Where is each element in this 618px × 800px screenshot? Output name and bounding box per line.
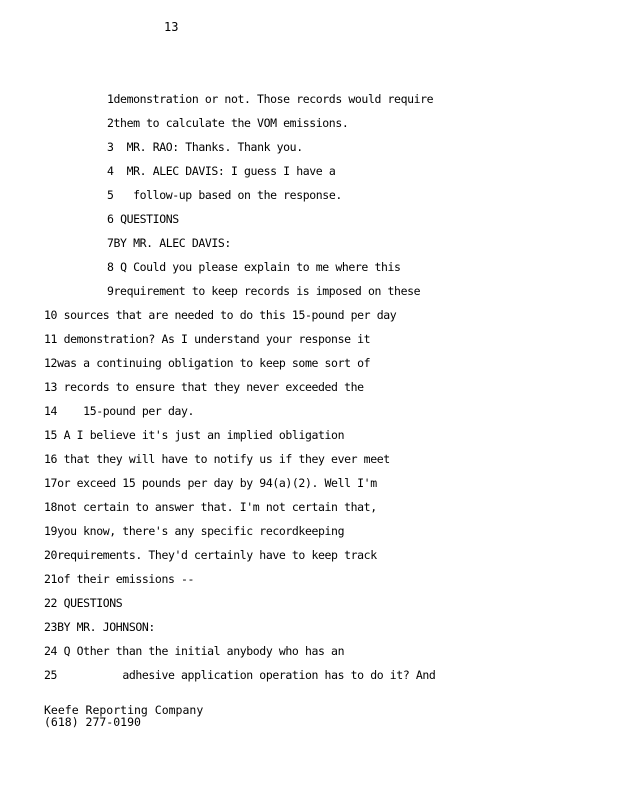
footer-company: Keefe Reporting Company [44, 703, 204, 717]
line-8: 8 Q Could you please explain to me where this [107, 260, 401, 274]
line-15: 15 A I believe it's just an implied obligation [44, 428, 345, 442]
line-7: 7BY MR. ALEC DAVIS: [107, 236, 231, 250]
line-4: 4 MR. ALEC DAVIS: I guess I have a [107, 164, 336, 178]
line-10: 10 sources that are needed to do this 15-pound per day [44, 308, 397, 322]
line-14: 14 15-pound per day. [44, 404, 195, 418]
line-3: 3 MR. RAO: Thanks. Thank you. [107, 140, 303, 154]
line-1: 1demonstration or not. Those records would require [107, 92, 434, 106]
line-22: 22 QUESTIONS [44, 596, 123, 610]
line-25: 25 adhesive application operation has to do it? And [44, 668, 436, 682]
line-19: 19you know, there's any specific recordkeeping [44, 524, 345, 538]
line-13: 13 records to ensure that they never exceeded the [44, 380, 364, 394]
line-20: 20requirements. They'd certainly have to keep track [44, 548, 377, 562]
line-12: 12was a continuing obligation to keep some sort of [44, 356, 371, 370]
line-11: 11 demonstration? As I understand your response it [44, 332, 371, 346]
page-number: 13 [164, 20, 179, 34]
line-9: 9requirement to keep records is imposed on these [107, 284, 421, 298]
line-2: 2them to calculate the VOM emissions. [107, 116, 349, 130]
line-6: 6 QUESTIONS [107, 212, 179, 226]
footer-phone: (618) 277-0190 [44, 715, 141, 729]
line-24: 24 Q Other than the initial anybody who has an [44, 644, 345, 658]
line-17: 17or exceed 15 pounds per day by 94(a)(2). Well I'm [44, 476, 377, 490]
line-16: 16 that they will have to notify us if they ever meet [44, 452, 390, 466]
line-5: 5 follow-up based on the response. [107, 188, 342, 202]
line-23: 23BY MR. JOHNSON: [44, 620, 155, 634]
line-21: 21of their emissions -- [44, 572, 195, 586]
line-18: 18not certain to answer that. I'm not certain that, [44, 500, 377, 514]
